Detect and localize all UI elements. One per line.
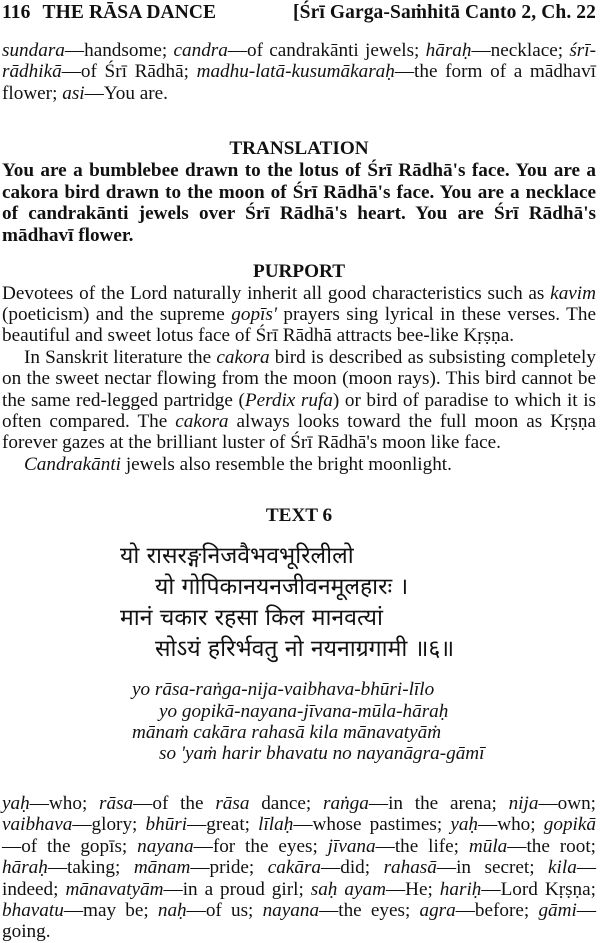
text-segment: ) or bird of paradise to which it is often compared. The — [2, 389, 596, 433]
gloss-word: nayana — [262, 899, 320, 921]
gloss-word: rāsa — [215, 792, 250, 814]
gloss-meaning: —indeed; — [2, 857, 596, 900]
gloss-meaning: —of Śrī Rādhā; — [61, 61, 197, 83]
gloss-word: vaibhava — [2, 814, 73, 836]
gloss-meaning: —the life; — [375, 835, 469, 857]
text-segment: In Sanskrit literature the — [24, 346, 217, 368]
purport-paragraph-1 — [2, 283, 596, 347]
gloss-word: naḥ — [157, 899, 187, 921]
gloss-word: candra — [173, 40, 228, 61]
gloss-meaning: —handsome; — [64, 40, 174, 61]
gloss-meaning: —who; — [29, 792, 100, 814]
gloss-word: hāraḥ — [425, 40, 472, 61]
gloss-word: mūla — [468, 835, 508, 857]
gloss-meaning: —glory; — [72, 814, 146, 836]
gloss-word: nayana — [137, 835, 194, 857]
gloss-word: gāmi — [538, 899, 577, 921]
gloss-meaning: —the root; — [507, 835, 596, 857]
purport-heading: PURPORT — [252, 260, 346, 282]
gloss-meaning: —in the arena; — [368, 792, 509, 814]
gloss-meaning: —may be; — [63, 899, 158, 921]
purport-paragraph-3 — [2, 454, 596, 475]
text-segment: cakora — [216, 346, 270, 368]
gloss-word: śrī-rādhikā — [2, 40, 596, 83]
gloss-meaning: —taking; — [47, 857, 134, 879]
gloss-meaning: —who; — [478, 814, 544, 836]
text-segment: kavim — [550, 282, 596, 304]
gloss-word: agra — [419, 899, 456, 921]
text-segment: bird is described as subsisting completely on the sweet nectar flowing from the moon (moon rays). This bird cannot be the same red-legged partridge ( — [2, 346, 596, 411]
gloss-meaning: —of candrakānti jewels; — [227, 40, 426, 61]
gloss-meaning: —own; — [538, 792, 596, 814]
purport-paragraph-2 — [2, 347, 596, 454]
gloss-word: sundara — [2, 40, 65, 61]
gloss-word: madhu-latā-kusumākaraḥ — [196, 61, 395, 83]
gloss-meaning: —great; — [187, 814, 259, 836]
gloss-word: mānam — [133, 857, 191, 879]
text-segment: gopīs' — [231, 304, 277, 325]
gloss-meaning: —the form of a mādhavī flower; — [2, 61, 596, 104]
gloss-meaning: —the eyes; — [319, 899, 420, 921]
transliteration-line: so 'yaṁ harir bhavatu no nayanāgra-gāmī — [159, 743, 485, 765]
gloss-meaning: —in a proud girl; — [163, 878, 311, 900]
gloss-word: bhavatu — [2, 899, 64, 921]
translation-body: You are a bumblebee drawn to the lotus of Śrī Rādhā's face. You are a cakora bird drawn to the moon of Śrī Rādhā's face. You are a necklace of candrakānti jewels over Śrī Rādhā's heart. You are Śrī Rādhā's mādhavī flower. — [2, 160, 596, 246]
devanagari-line: मानं चकार रहसा किल मानवत्यां — [120, 605, 383, 632]
text-6-heading: TEXT 6 — [265, 505, 333, 527]
header-left — [2, 2, 216, 24]
text-segment: prayers sing lyrical in these verses. The beautiful and sweet lotus face of Śrī Rādhā attracts bee-like Kṛṣṇa. — [2, 304, 597, 347]
gloss-meaning: —in secret; — [436, 857, 549, 879]
gloss-meaning: —Lord Kṛṣṇa; — [481, 878, 596, 900]
gloss-word: nija — [508, 792, 539, 814]
gloss-word: rahasā — [383, 857, 437, 879]
synonyms-top — [2, 40, 596, 104]
gloss-meaning: —whose pastimes; — [293, 814, 451, 836]
gloss-word: gopikā — [543, 814, 596, 836]
gloss-meaning: —did; — [321, 857, 384, 879]
source-reference: [Śrī Garga-Saṁhitā Canto 2, Ch. 22 — [293, 2, 596, 23]
gloss-meaning: —He; — [385, 878, 440, 900]
gloss-meaning: —of us; — [186, 899, 263, 921]
gloss-meaning: —of the — [133, 792, 216, 814]
gloss-word: hāraḥ — [2, 857, 48, 879]
transliteration-verse — [2, 679, 596, 765]
translation-heading: TRANSLATION — [229, 138, 369, 160]
gloss-word: asi — [62, 82, 85, 104]
gloss-word: hariḥ — [439, 878, 482, 900]
gloss-word: bhūri — [145, 814, 188, 836]
gloss-word: mānavatyām — [65, 878, 164, 900]
gloss-meaning: —for the eyes; — [193, 835, 328, 857]
devanagari-line: सोऽयं हरिर्भवतु नो नयनाग्रगामी ॥६॥ — [155, 636, 455, 663]
page-header — [2, 0, 596, 26]
devanagari-line: यो गोपिकानयनजीवनमूलहारः । — [155, 574, 409, 601]
gloss-word: cakāra — [267, 857, 322, 879]
transliteration-line: yo gopikā-nayana-jīvana-mūla-hāraḥ — [159, 700, 449, 722]
gloss-word: līlaḥ — [258, 814, 294, 836]
synonyms-bottom — [2, 793, 596, 943]
page-number: 116 — [2, 2, 31, 23]
gloss-word: kila — [548, 857, 577, 879]
devanagari-line: यो रासरङ्गनिजवैभवभूरिलीलो — [120, 543, 354, 570]
transliteration-line: yo rāsa-raṅga-nija-vaibhava-bhūri-līlo — [132, 679, 435, 701]
text-segment: always looks toward the full moon as Kṛṣṇa forever gazes at the brilliant luster of Śrī Rādhā's moon like face. — [2, 411, 596, 454]
gloss-meaning: —You are. — [84, 82, 168, 104]
gloss-word: yaḥ — [2, 792, 30, 814]
gloss-meaning: —going. — [2, 899, 596, 943]
devanagari-verse — [2, 541, 596, 665]
gloss-meaning: —pride; — [190, 857, 268, 879]
gloss-meaning: —necklace; — [471, 40, 570, 61]
running-title: THE RĀSA DANCE — [42, 2, 217, 23]
text-segment: Candrakānti — [24, 453, 122, 475]
text-segment: Devotees of the Lord naturally inherit all good characteristics such as — [2, 282, 551, 304]
text-segment: (poeticism) and the supreme — [2, 304, 232, 325]
text-segment: jewels also resemble the bright moonlight. — [121, 453, 452, 475]
gloss-word: rāsa — [99, 792, 134, 814]
gloss-meaning: —before; — [455, 899, 539, 921]
transliteration-line: mānaṁ cakāra rahasā kila mānavatyāṁ — [132, 722, 442, 744]
gloss-word: saḥ ayam — [310, 878, 386, 900]
gloss-word: yaḥ — [450, 814, 479, 836]
gloss-word: jīvana — [327, 835, 376, 857]
text-segment: Perdix rufa — [244, 389, 333, 411]
text-segment: cakora — [175, 411, 229, 433]
gloss-meaning: dance; — [249, 792, 324, 814]
gloss-meaning: —of the gopīs; — [2, 835, 138, 857]
gloss-word: raṅga — [323, 792, 369, 814]
